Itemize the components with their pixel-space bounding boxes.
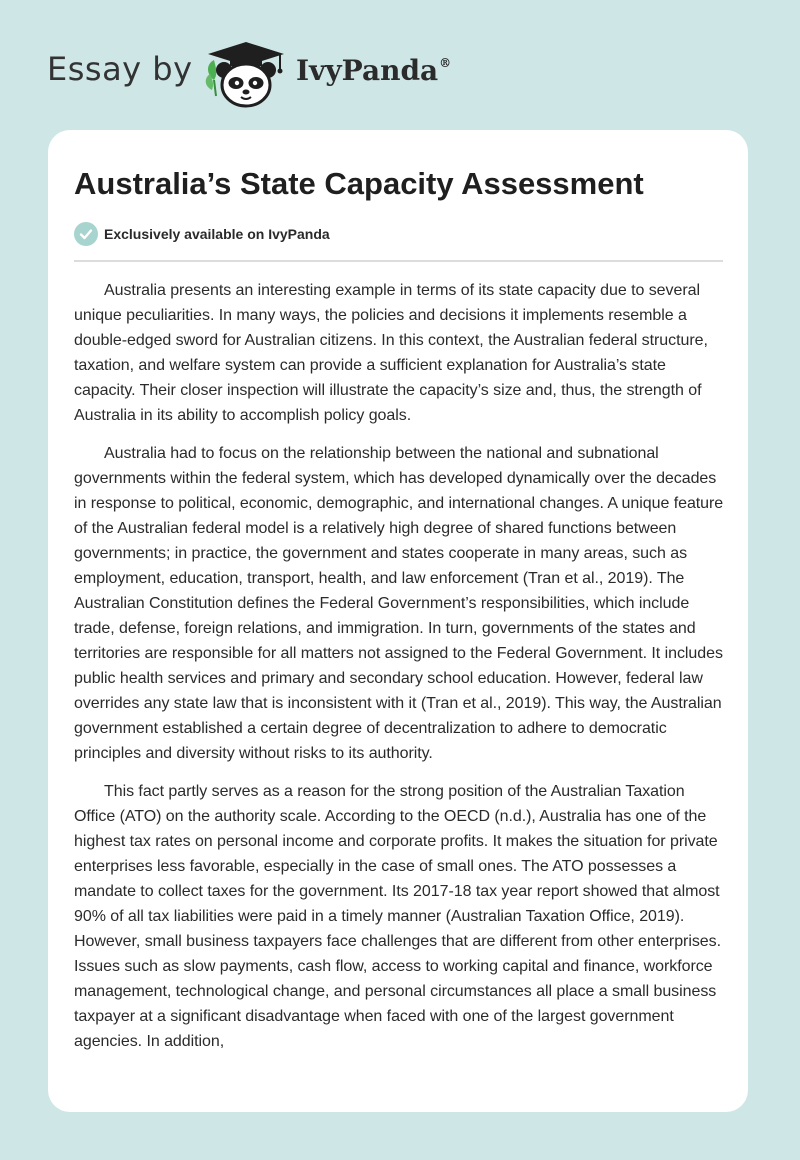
paragraph: Australia had to focus on the relationship between the national and subnational governments within the federal system, which has developed dynamically over the decades in response to political, economic, demographic, and international changes. A unique feature of the Australian federal model is a relatively high degree of shared functions between governments; in practice, the government and states cooperate in many areas, such as employment, education, transport, health, and law enforcement (Tran et al., 2019). The Australian Constitution defines the Federal Government’s responsibilities, which include trade, defense, foreign relations, and immigration. In turn, governments of the states and territories are responsible for all matters not assigned to the Federal Government. It includes public health services and primary and secondary school education. However, federal law overrides any state law that is inconsistent with it (Tran et al., 2019). This way, the Australian government established a certain degree of decentralization to adhere to democratic principles and diversity without risks to its authority. xyxy=(74,445,724,762)
check-circle-icon xyxy=(74,222,98,246)
exclusive-badge-label: Exclusively available on IvyPanda xyxy=(104,226,330,242)
essay-body xyxy=(74,278,724,1067)
essay-card xyxy=(48,130,748,1112)
exclusive-badge xyxy=(74,222,330,246)
trademark-symbol: ® xyxy=(439,56,452,70)
brand-prefix: Essay by xyxy=(47,50,193,88)
paragraph: Australia presents an interesting example in terms of its state capacity due to several unique peculiarities. In many ways, the policies and decisions it implements resemble a double-edged sword for Australian citizens. In this context, the Australian federal structure, taxation, and welfare system can provide a sufficient explanation for Australia’s state capacity. Their closer inspection will illustrate the capacity’s size and, thus, the strength of Australia in its ability to accomplish policy goals. xyxy=(74,282,708,424)
site-header xyxy=(0,0,800,130)
ivypanda-logo-icon[interactable] xyxy=(200,38,292,110)
divider xyxy=(74,260,723,262)
paragraph: This fact partly serves as a reason for the strong position of the Australian Taxation Office (ATO) on the authority scale. According to the OECD (n.d.), Australia has one of the highest tax rates on personal income and corporate profits. It makes the situation for private enterprises less favorable, especially in the case of small ones. The ATO possesses a mandate to collect taxes for the government. Its 2017-18 tax year report showed that almost 90% of all tax liabilities were paid in a timely manner (Australian Taxation Office, 2019). However, small business taxpayers face challenges that are different from other enterprises. Issues such as slow payments, cash flow, access to working capital and finance, workforce management, technological change, and personal circumstances all place a small business taxpayer at a significant disadvantage when faced with one of the largest government agencies. In addition, xyxy=(74,783,721,1050)
brand-name[interactable]: IvyPanda® xyxy=(296,54,452,87)
page-title: Australia’s State Capacity Assessment xyxy=(74,166,644,201)
